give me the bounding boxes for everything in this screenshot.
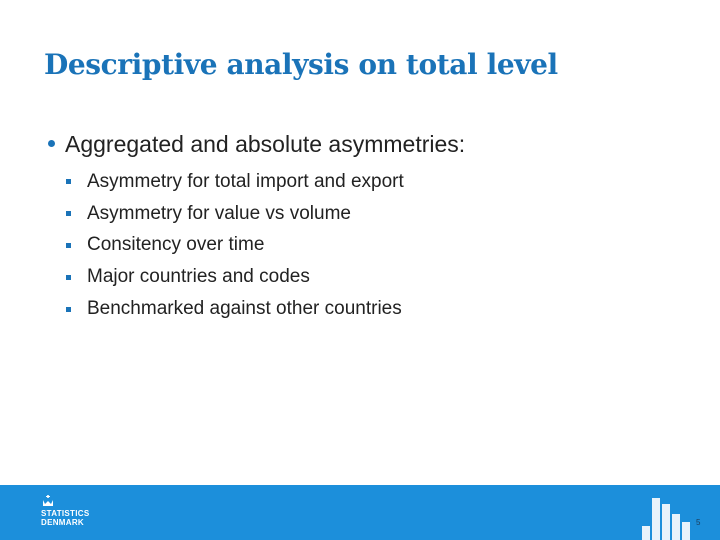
decorative-bar xyxy=(672,514,680,540)
sub-bullet-item xyxy=(66,293,404,325)
bullet-dot-icon xyxy=(48,140,55,147)
sub-bullet-text: Asymmetry for value vs volume xyxy=(87,202,351,224)
logo-text-denmark: DENMARK xyxy=(41,518,84,527)
sub-bullet-list xyxy=(66,166,404,325)
page-number: 5 xyxy=(696,518,701,527)
footer-band xyxy=(0,485,720,540)
decorative-bar xyxy=(682,522,690,540)
slide-title: Descriptive analysis on total level xyxy=(44,48,558,81)
square-bullet-icon xyxy=(66,307,71,312)
main-bullet xyxy=(48,131,465,158)
square-bullet-icon xyxy=(66,275,71,280)
logo-text-statistics: STATISTICS xyxy=(41,509,90,518)
sub-bullet-item xyxy=(66,166,404,198)
sub-bullet-item xyxy=(66,230,404,262)
sub-bullet-text: Major countries and codes xyxy=(87,266,310,288)
sub-bullet-text: Consitency over time xyxy=(87,234,265,256)
decorative-bar xyxy=(662,504,670,540)
square-bullet-icon xyxy=(66,211,71,216)
sub-bullet-item xyxy=(66,198,404,230)
square-bullet-icon xyxy=(66,243,71,248)
decorative-bar xyxy=(642,526,650,540)
crown-icon xyxy=(42,495,54,507)
sub-bullet-text: Benchmarked against other countries xyxy=(87,298,402,320)
sub-bullet-item xyxy=(66,261,404,293)
square-bullet-icon xyxy=(66,179,71,184)
decorative-bar xyxy=(652,498,660,540)
sub-bullet-text: Asymmetry for total import and export xyxy=(87,170,404,192)
decorative-bars xyxy=(640,485,720,540)
main-bullet-text: Aggregated and absolute asymmetries: xyxy=(65,131,466,157)
statistics-denmark-logo xyxy=(41,495,111,535)
